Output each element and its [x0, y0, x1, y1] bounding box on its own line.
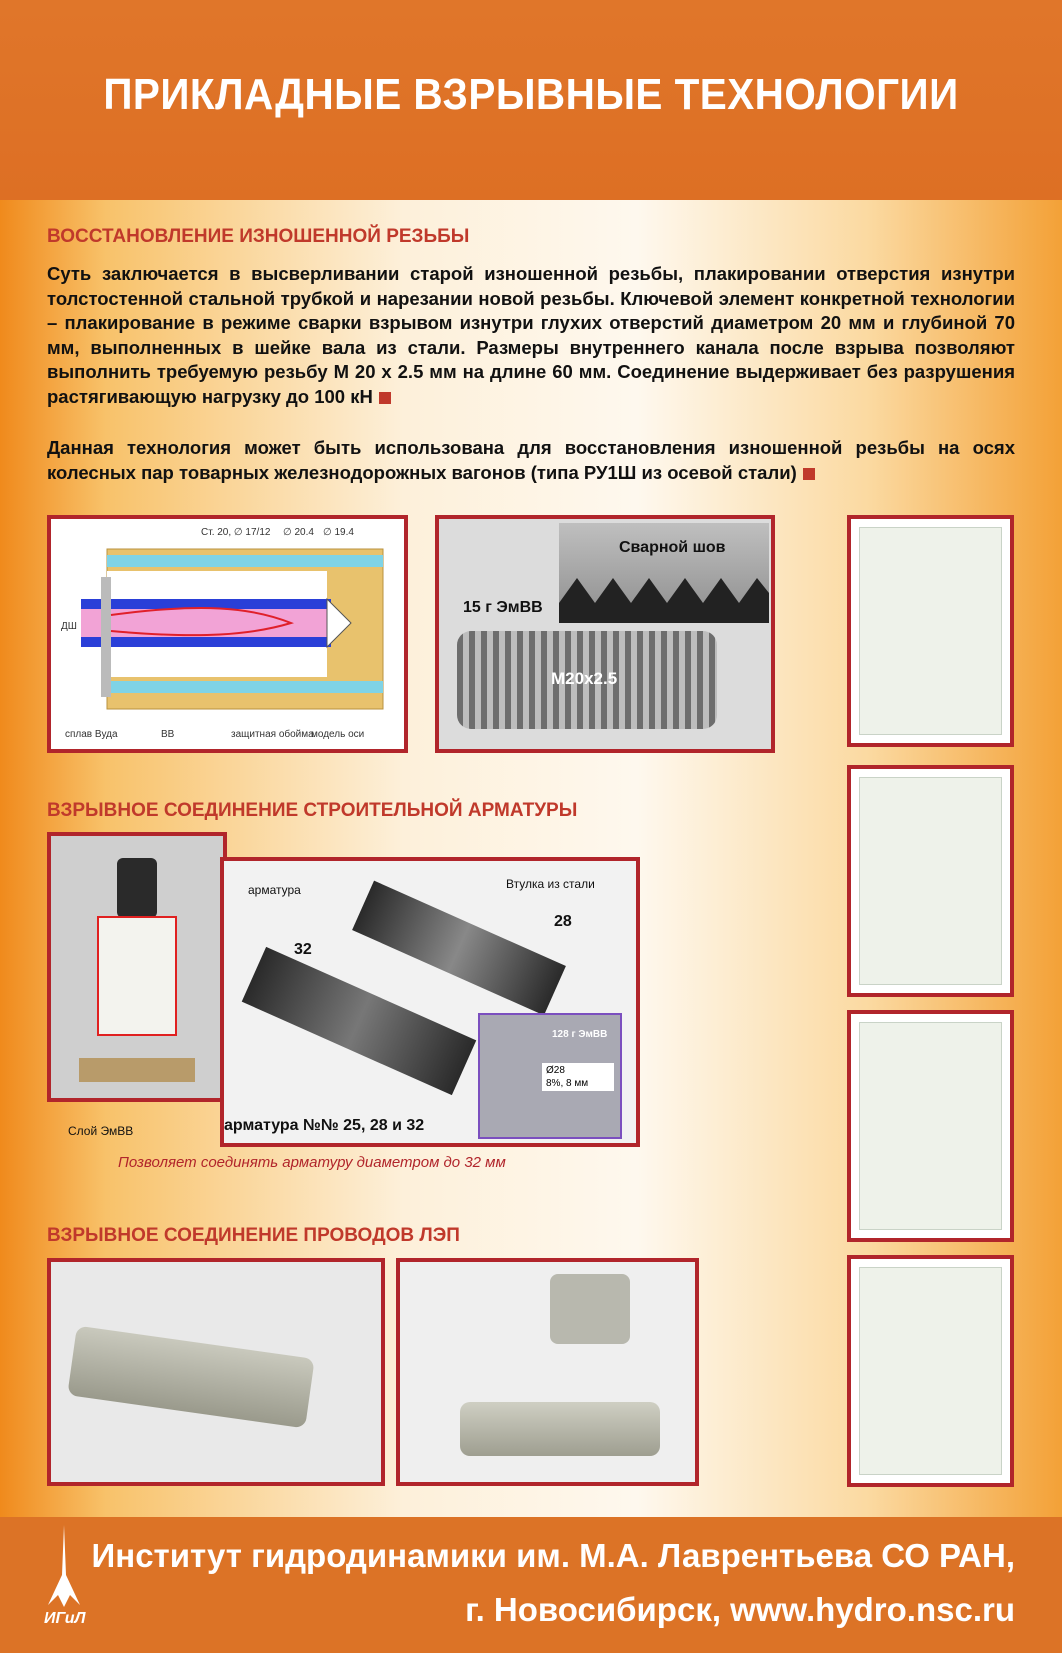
weld-label: Сварной шов	[619, 539, 726, 556]
page-title: ПРИКЛАДНЫЕ ВЗРЫВНЫЕ ТЕХНОЛОГИИ	[103, 70, 959, 119]
end-square-icon	[379, 392, 391, 404]
diagram-label-steel: Ст. 20, ∅ 17/12	[201, 527, 271, 538]
diagram-label-d20: ∅ 20.4	[283, 527, 314, 538]
section-title-thread: ВОССТАНОВЛЕНИЕ ИЗНОШЕННОЙ РЕЗЬБЫ	[47, 226, 470, 247]
rebar-caption: Позволяет соединять арматуру диаметром до 32 мм	[118, 1154, 506, 1171]
diagram-label-ds: ДШ	[61, 621, 77, 632]
armatura-label: арматура	[248, 883, 301, 897]
section-title-rebar: ВЗРЫВНОЕ СОЕДИНЕНИЕ СТРОИТЕЛЬНОЙ АРМАТУРЫ	[47, 800, 578, 821]
diagram-label-vv: ВВ	[161, 729, 175, 740]
weld-photo	[435, 515, 775, 753]
certificate-2	[847, 765, 1014, 997]
thread-size-label: М20х2.5	[551, 669, 618, 688]
paragraph-thread-desc: Суть заключается в высверливании старой изношенной резьбы, плакировании отверстия изнутри толстостенной стальной трубкой и нарезании новой резьбы. Ключевой элемент конкретной технологии – плакирование в режиме сварки взрывом изнутри глухих отверстий диаметром 20 мм и глубиной 70 мм, выполненных в шейке вала из стали. Размеры внутреннего канала после взрыва позволяют выполнить требуемую резьбу М 20 х 2.5 мм на длине 60 мм. Соединение выдерживает без разрушения растягивающую нагрузку до 100 кН	[47, 263, 1015, 407]
footer-city-url: г. Новосибирск, www.hydro.nsc.ru	[465, 1591, 1015, 1628]
diagram-label-model: модель оси	[311, 729, 365, 740]
certificate-sheet	[859, 527, 1002, 735]
thread-diagram-svg	[51, 519, 404, 749]
weld-micrograph	[559, 523, 769, 623]
certificate-sheet	[859, 1022, 1002, 1230]
diagram-label-shield: защитная обойма	[231, 729, 314, 740]
thread-diagram	[47, 515, 408, 753]
certificate-sheet	[859, 1267, 1002, 1475]
charge-wrap	[97, 916, 177, 1036]
header-banner	[0, 0, 1062, 200]
terminal-lug	[550, 1274, 630, 1344]
paragraph-thread-usage: Данная технология может быть использована для восстановления изношенной резьбы на осях колесных пар товарных железнодорожных вагонов (типа РУ1Ш из осевой стали)	[47, 437, 1015, 483]
wire-joint-photo-1	[47, 1258, 385, 1486]
rebar-joint-photo	[220, 857, 640, 1147]
base-block	[79, 1058, 195, 1082]
inset-percent: 8%, 8 мм	[546, 1078, 589, 1089]
wire-joint-photo-2	[396, 1258, 699, 1486]
institute-logo-icon	[44, 1525, 84, 1615]
inset-diameter: Ø28	[546, 1065, 565, 1076]
rebar-top	[117, 858, 157, 918]
diagram-label-wood: сплав Вуда	[65, 729, 118, 740]
certificate-4	[847, 1255, 1014, 1487]
inset-charge-label: 128 г ЭмВВ	[552, 1029, 608, 1040]
section-title-wires: ВЗРЫВНОЕ СОЕДИНЕНИЕ ПРОВОДОВ ЛЭП	[47, 1225, 460, 1246]
diameter-32-label: 32	[294, 941, 312, 958]
wire-sleeve-1	[67, 1326, 314, 1429]
layer-label: Слой ЭмВВ	[68, 1124, 134, 1138]
charge-label: 15 г ЭмВВ	[463, 599, 543, 616]
inset-note	[542, 1063, 614, 1091]
certificate-3	[847, 1010, 1014, 1242]
rebar-sample-photo	[47, 832, 227, 1102]
diameter-28-label: 28	[554, 913, 572, 930]
certificate-1	[847, 515, 1014, 747]
weld-teeth-svg	[559, 523, 769, 623]
wire-sleeve-2	[460, 1402, 660, 1456]
diagram-label-d19: ∅ 19.4	[323, 527, 354, 538]
footer-institute: Институт гидродинамики им. М.А. Лаврентьева СО РАН,	[91, 1537, 1015, 1574]
end-square-icon	[803, 468, 815, 480]
certificate-sheet	[859, 777, 1002, 985]
inset-photo	[478, 1013, 622, 1139]
logo-text: ИГиЛ	[44, 1610, 86, 1627]
sleeve-label: Втулка из стали	[506, 877, 595, 891]
rebar-joint-2	[352, 881, 566, 1016]
footer-banner	[0, 1517, 1062, 1653]
armatura-numbers-label: арматура №№ 25, 28 и 32	[224, 1117, 425, 1134]
